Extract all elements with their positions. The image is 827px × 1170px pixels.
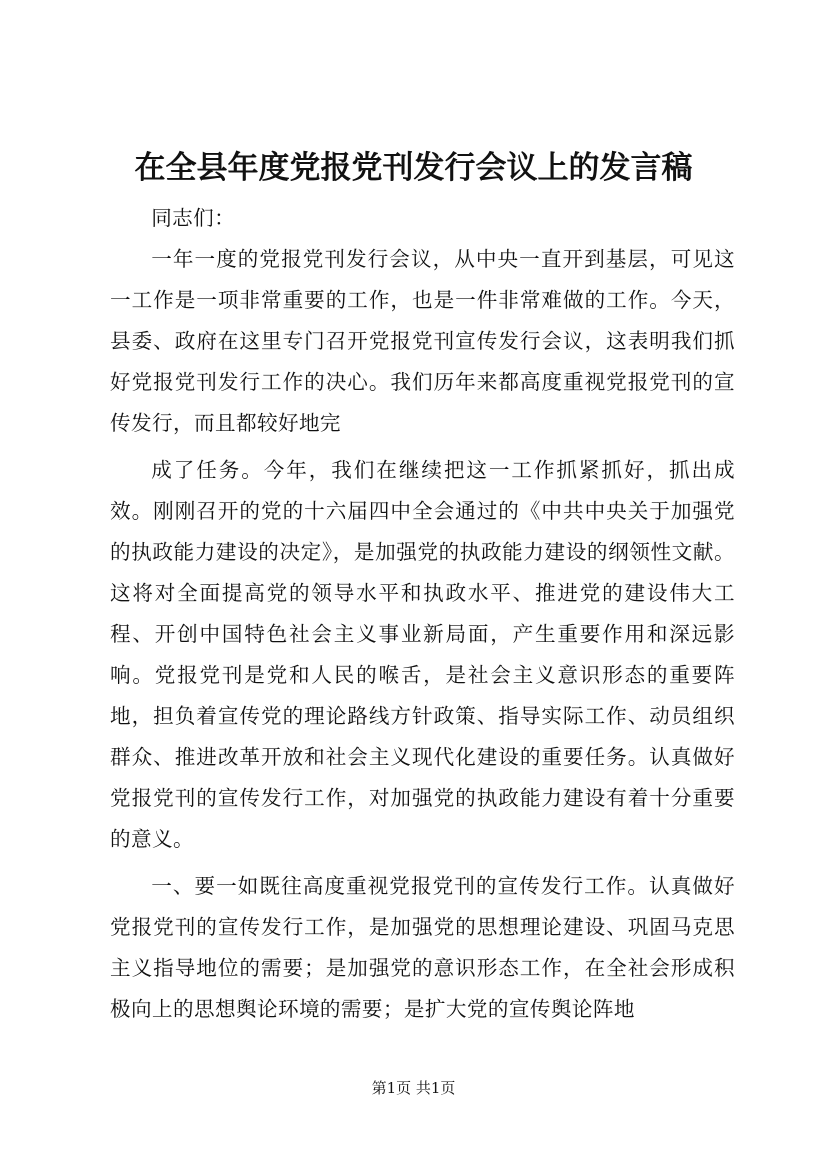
paragraph-1: 一年一度的党报党刊发行会议，从中央一直开到基层，可见这一工作是一项非常重要的工作，也是一件非常难做的工作。今天，县委、政府在这里专门召开党报党刊宣传发行会议，这表明我们抓好党报党刊发行工作的决心。我们历年来都高度重视党报党刊的宣传发行，而且都较好地完 [110,247,735,435]
document-body [110,198,735,1030]
paragraph-3: 一、要一如既往高度重视党报党刊的宣传发行工作。认真做好党报党刊的宣传发行工作，是加强党的思想理论建设、巩固马克思主义指导地位的需要；是加强党的意识形态工作，在全社会形成积极向上的思想舆论环境的需要；是扩大党的宣传舆论阵地 [110,874,735,1021]
page-footer: 第1页 共1页 [371,1079,456,1097]
salutation: 同志们： [151,206,236,230]
document-title: 在全县年度党报党刊发行会议上的发言稿 [134,150,693,186]
paragraph-2: 成了任务。今年，我们在继续把这一工作抓紧抓好，抓出成效。刚刚召开的党的十六届四中全会通过的《中共中央关于加强党的执政能力建设的决定》，是加强党的执政能力建设的纲领性文献。这将对全面提高党的领导水平和执政水平、推进党的建设伟大工程、开创中国特色社会主义事业新局面，产生重要作用和深远影响。党报党刊是党和人民的喉舌，是社会主义意识形态的重要阵地，担负着宣传党的理论路线方针政策、指导实际工作、动员组织群众、推进改革开放和社会主义现代化建设的重要任务。认真做好党报党刊的宣传发行工作，对加强党的执政能力建设有着十分重要的意义。 [110,458,735,851]
